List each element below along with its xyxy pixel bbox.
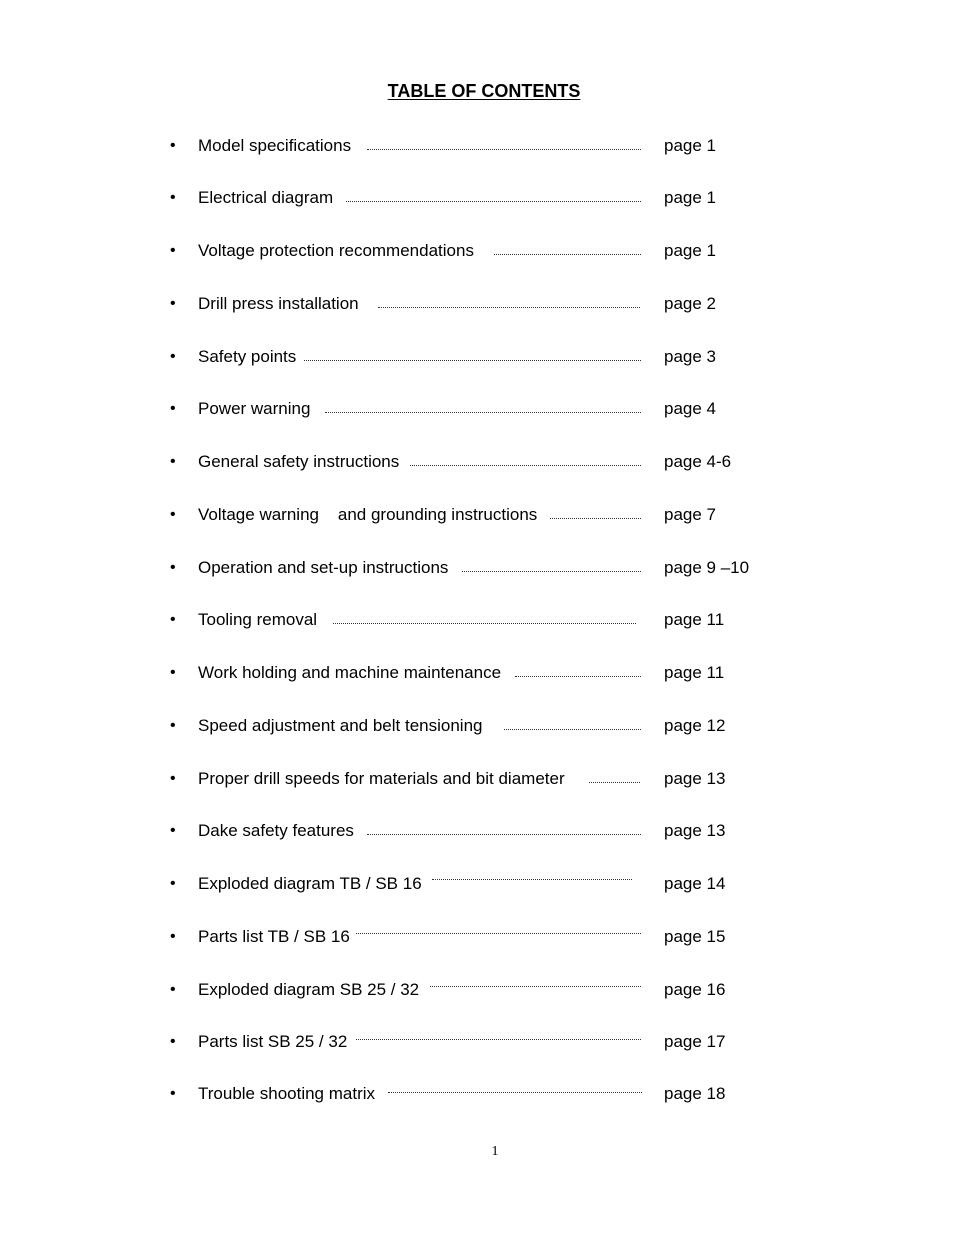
dot-leader <box>346 201 641 202</box>
toc-item-page: page 4-6 <box>664 452 732 471</box>
toc-item-label: Voltage protection recommendations <box>198 241 474 260</box>
bullet-icon: • <box>170 559 176 576</box>
toc-item <box>170 1082 790 1106</box>
toc-item <box>170 239 790 263</box>
dot-leader <box>494 254 641 255</box>
toc-item <box>170 503 790 527</box>
toc-item-page: page 2 <box>664 294 716 313</box>
footer-page-number: 1 <box>491 1144 499 1159</box>
toc-item <box>170 292 790 316</box>
toc-item-label: Exploded diagram TB / SB 16 <box>198 874 422 893</box>
toc-item-label: Proper drill speeds for materials and bit diameter <box>198 769 565 788</box>
toc-item-label: Trouble shooting matrix <box>198 1084 376 1103</box>
bullet-icon: • <box>170 717 176 734</box>
dot-leader <box>430 986 641 987</box>
toc-item <box>170 397 790 421</box>
dot-leader <box>356 933 641 934</box>
toc-item-page: page 13 <box>664 769 726 788</box>
dot-leader <box>333 623 636 624</box>
bullet-icon: • <box>170 137 176 154</box>
toc-item-label: Exploded diagram SB 25 / 32 <box>198 980 420 999</box>
toc-item <box>170 767 790 791</box>
bullet-icon: • <box>170 1033 176 1050</box>
bullet-icon: • <box>170 981 176 998</box>
dot-leader <box>589 782 640 783</box>
bullet-icon: • <box>170 295 176 312</box>
toc-item-label: Parts list TB / SB 16 <box>198 927 350 946</box>
dot-leader <box>367 149 641 150</box>
toc-item-page: page 14 <box>664 874 726 893</box>
toc-item-label: Parts list SB 25 / 32 <box>198 1032 348 1051</box>
bullet-icon: • <box>170 242 176 259</box>
document-title: TABLE OF CONTENTS <box>387 81 581 101</box>
bullet-icon: • <box>170 1085 176 1102</box>
bullet-icon: • <box>170 822 176 839</box>
dot-leader <box>432 879 632 880</box>
toc-item-label: Electrical diagram <box>198 188 334 207</box>
toc-item <box>170 819 790 843</box>
dot-leader <box>410 465 641 466</box>
toc-item-page: page 12 <box>664 716 726 735</box>
toc-item-page: page 15 <box>664 927 726 946</box>
toc-item <box>170 714 790 738</box>
toc-item-label: Drill press installation <box>198 294 359 313</box>
toc-item <box>170 134 790 158</box>
toc-item-label: Safety points <box>198 347 297 366</box>
toc-item-page: page 11 <box>664 610 725 629</box>
bullet-icon: • <box>170 875 176 892</box>
bullet-icon: • <box>170 770 176 787</box>
toc-item <box>170 556 790 580</box>
bullet-icon: • <box>170 506 176 523</box>
dot-leader <box>515 676 641 677</box>
bullet-icon: • <box>170 453 176 470</box>
dot-leader <box>367 834 641 835</box>
toc-item <box>170 872 790 896</box>
bullet-icon: • <box>170 400 176 417</box>
toc-item <box>170 978 790 1002</box>
bullet-icon: • <box>170 189 176 206</box>
bullet-icon: • <box>170 348 176 365</box>
dot-leader <box>462 571 641 572</box>
toc-item-label: Speed adjustment and belt tensioning <box>198 716 483 735</box>
toc-item-page: page 11 <box>664 663 725 682</box>
dot-leader <box>388 1092 642 1093</box>
toc-item <box>170 925 790 949</box>
toc-item-label: Power warning <box>198 399 311 418</box>
toc-item <box>170 1030 790 1054</box>
toc-item-page: page 16 <box>664 980 726 999</box>
toc-item <box>170 450 790 474</box>
toc-item <box>170 186 790 210</box>
toc-item-label: Work holding and machine maintenance <box>198 663 502 682</box>
toc-item-label: Model specifications <box>198 136 352 155</box>
dot-leader <box>304 360 641 361</box>
dot-leader <box>325 412 641 413</box>
toc-item-label: General safety instructions <box>198 452 400 471</box>
dot-leader <box>378 307 640 308</box>
dot-leader <box>504 729 641 730</box>
toc-item-page: page 1 <box>664 241 716 260</box>
toc-item <box>170 345 790 369</box>
toc-item-page: page 9 –10 <box>664 558 750 577</box>
toc-item-page: page 18 <box>664 1084 726 1103</box>
toc-item-page: page 17 <box>664 1032 726 1051</box>
dot-leader <box>550 518 641 519</box>
toc-item-label: Dake safety features <box>198 821 354 840</box>
toc-item-label: Operation and set-up instructions <box>198 558 449 577</box>
bullet-icon: • <box>170 928 176 945</box>
bullet-icon: • <box>170 664 176 681</box>
toc-item-page: page 4 <box>664 399 716 418</box>
toc-item-page: page 13 <box>664 821 726 840</box>
toc-item-label: Voltage warning and grounding instructions <box>198 505 538 524</box>
toc-item-page: page 1 <box>664 188 716 207</box>
toc-item-page: page 3 <box>664 347 716 366</box>
bullet-icon: • <box>170 611 176 628</box>
toc-item-page: page 7 <box>664 505 716 524</box>
toc-item-label: Tooling removal <box>198 610 318 629</box>
toc-item <box>170 661 790 685</box>
toc-item-page: page 1 <box>664 136 716 155</box>
toc-item <box>170 608 790 632</box>
dot-leader <box>356 1039 641 1040</box>
